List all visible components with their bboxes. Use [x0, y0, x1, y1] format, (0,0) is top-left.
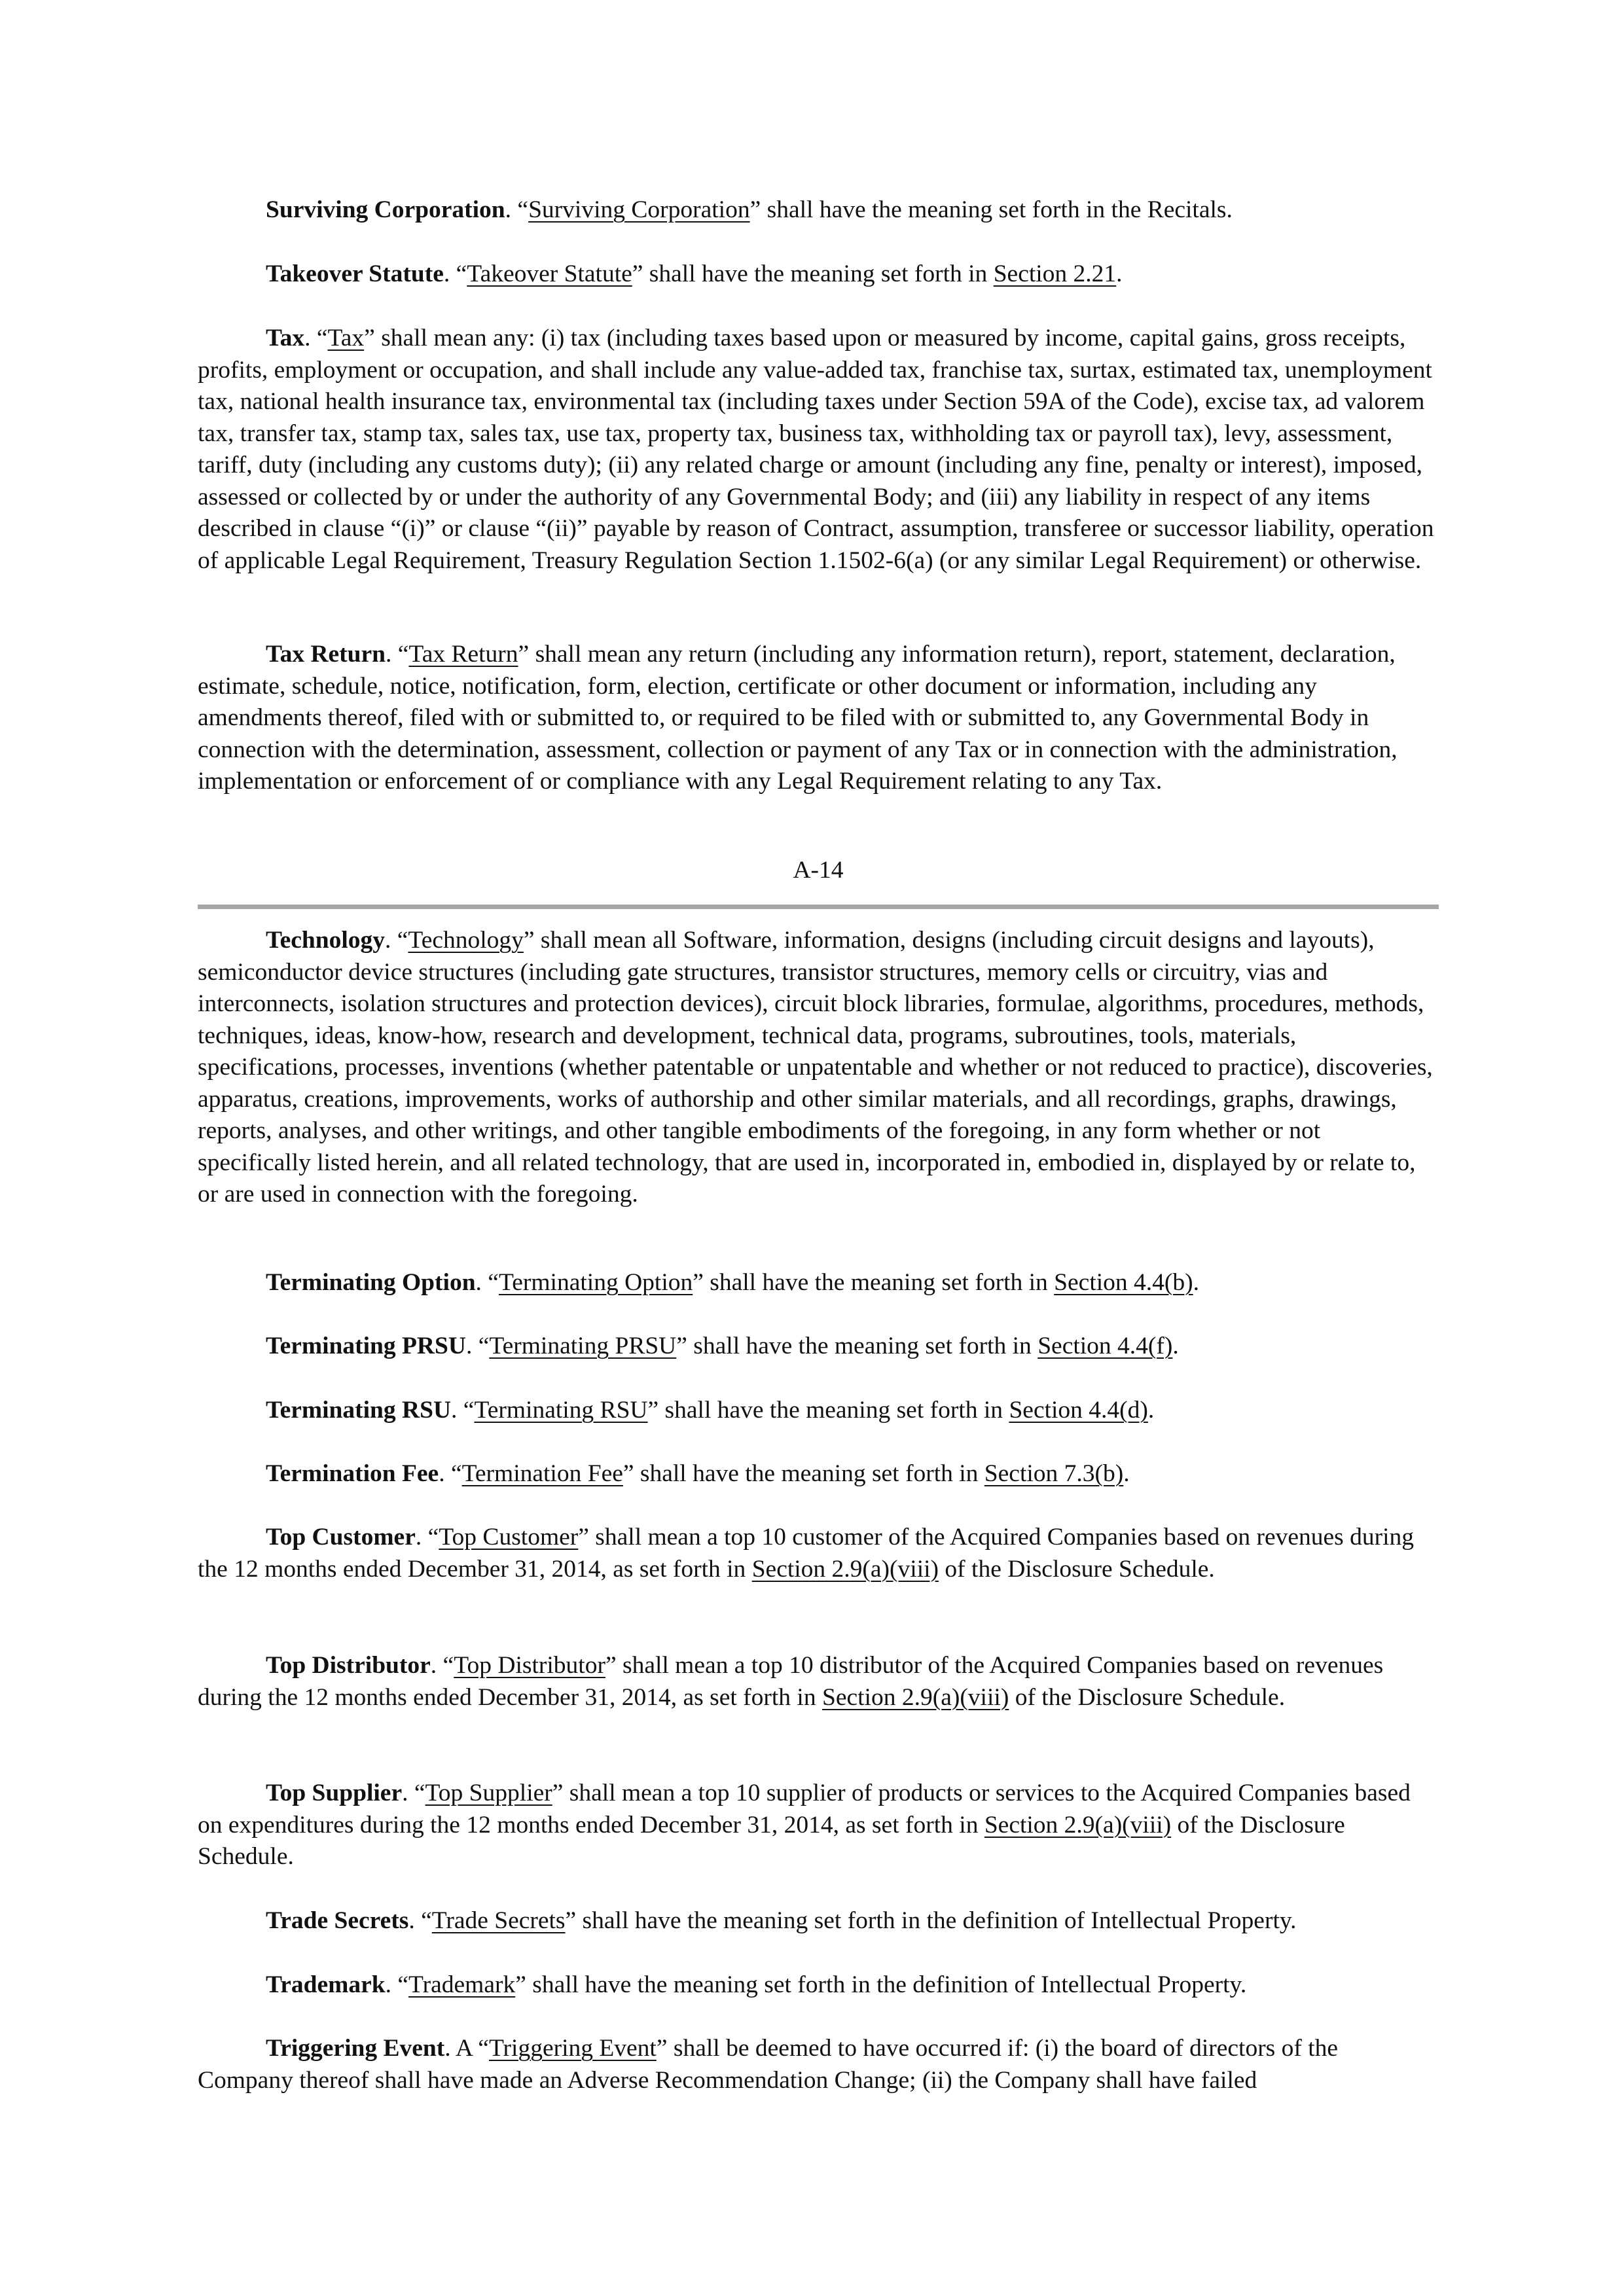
defined-term: Tax: [266, 325, 305, 351]
underlined-reference: Takeover Statute: [467, 260, 632, 287]
definition-text: ” shall have the meaning set forth in the Recitals.: [749, 196, 1233, 223]
definition-text: ” shall have the meaning set forth in the definition of Intellectual Property.: [565, 1907, 1297, 1934]
definition-terminating-rsu: [198, 1395, 1439, 1427]
definition-text: . “: [415, 1524, 439, 1551]
definition-text: . “: [385, 1971, 409, 1998]
underlined-reference: Section 2.9(a)(viii): [821, 1683, 1009, 1711]
definition-text: . “: [443, 260, 467, 287]
definition-text: . “: [386, 641, 409, 668]
definition-text: ” shall mean a top 10 distributor of the Acquired Companies based on revenues during the 12 months ended December 31, 2014, as set forth in: [198, 1652, 1384, 1711]
underlined-reference: Section 2.9(a)(viii): [984, 1811, 1172, 1839]
definition-text: . “: [304, 325, 328, 351]
definition-text: . “: [402, 1780, 425, 1806]
definition-text: ” shall have the meaning set forth in the definition of Intellectual Property.: [515, 1971, 1247, 1998]
definition-text: ” shall be deemed to have occurred if: (i) the board of directors of the Company thereof shall have made an Adverse Recommendation Change; (ii) the Company shall have failed: [198, 2035, 1339, 2094]
definition-text: . “: [439, 1460, 462, 1487]
definition-text: of the Disclosure Schedule.: [939, 1555, 1215, 1583]
definition-text: . “: [385, 927, 408, 954]
underlined-reference: Trade Secrets: [431, 1907, 566, 1934]
definition-top-supplier: [198, 1778, 1439, 1873]
defined-term: Top Customer: [266, 1524, 416, 1551]
definition-text: ” shall have the meaning set forth in: [676, 1333, 1038, 1359]
defined-term: Terminating PRSU: [266, 1333, 466, 1359]
underlined-reference: Section 4.4(b): [1054, 1269, 1193, 1296]
definition-terminating-option: [198, 1267, 1439, 1299]
definition-text: ” shall have the meaning set forth in: [647, 1397, 1009, 1424]
page-number: A-14: [793, 857, 844, 884]
definition-text: ” shall mean a top 10 supplier of products or services to the Acquired Companies based on expenditures during the 12 months ended December 31, 2014, as set forth in: [198, 1780, 1411, 1839]
definition-text: ” shall have the meaning set forth in: [623, 1460, 984, 1487]
definition-top-customer: [198, 1522, 1439, 1585]
definition-text: of the Disclosure Schedule.: [1009, 1683, 1286, 1711]
definition-text: .: [1123, 1460, 1130, 1487]
defined-term: Tax Return: [266, 641, 386, 668]
defined-term: Terminating Option: [266, 1269, 476, 1296]
definition-tax-return: [198, 639, 1439, 798]
definition-text: .: [1116, 260, 1123, 287]
defined-term: Surviving Corporation: [266, 196, 505, 223]
underlined-reference: Section 2.9(a)(viii): [751, 1555, 939, 1583]
defined-term: Trade Secrets: [266, 1907, 409, 1934]
definition-text: ” shall have the meaning set forth in: [693, 1269, 1055, 1296]
definition-text: . A “: [444, 2035, 489, 2062]
defined-term: Termination Fee: [266, 1460, 439, 1487]
underlined-reference: Section 2.21: [993, 260, 1117, 287]
defined-term: Takeover Statute: [266, 260, 444, 287]
definition-text: ” shall mean a top 10 customer of the Acquired Companies based on revenues during the 12 months ended December 31, 2014, as set forth in: [198, 1524, 1415, 1583]
definition-text: .: [1172, 1333, 1179, 1359]
underlined-reference: Surviving Corporation: [528, 196, 750, 223]
definition-terminating-prsu: [198, 1331, 1439, 1363]
underlined-reference: Termination Fee: [461, 1460, 623, 1487]
definition-text: . “: [465, 1333, 490, 1359]
underlined-reference: Section 4.4(d): [1009, 1397, 1148, 1424]
underlined-reference: Tax Return: [408, 641, 518, 668]
definition-text: . “: [451, 1397, 475, 1424]
underlined-reference: Section 7.3(b): [984, 1460, 1124, 1487]
definition-text: .: [1147, 1397, 1155, 1424]
definition-text: ” shall mean any: (i) tax (including taxes based upon or measured by income, capital gains, gross receipts, profits, employment or occupation, and shall include any value-added tax, franchise tax, surtax, estimated tax, unemployment tax, national health insurance tax, environmental tax (including taxes under Section 59A of the Code), excise tax, ad valorem tax, transfer tax, stamp tax, sales tax, use tax, property tax, business tax, withholding tax or payroll tax), levy, assessment, tariff, duty (including any customs duty); (ii) any related charge or amount (including any fine, penalty or interest), imposed, assessed or collected by or under the authority of any Governmental Body; and (iii) any liability in respect of any items described in clause “(i)” or clause “(ii)” payable by reason of Contract, assumption, transferee or successor liability, operation of applicable Legal Requirement, Treasury Regulation Section 1.1502-6(a) (or any similar Legal Requirement) or otherwise.: [198, 325, 1434, 574]
definition-surviving-corporation: [198, 194, 1439, 226]
definition-text: .: [1193, 1269, 1200, 1296]
underlined-reference: Top Supplier: [425, 1780, 552, 1806]
definition-text: . “: [475, 1269, 499, 1296]
definition-trademark: [198, 1969, 1439, 2001]
definition-takeover-statute: [198, 259, 1439, 291]
underlined-reference: Terminating RSU: [474, 1397, 648, 1424]
underlined-reference: Terminating PRSU: [489, 1333, 677, 1359]
definition-text: ” shall mean all Software, information, designs (including circuit designs and layouts), semiconductor device structures (including gate structures, transistor structures, memory cells or circuitry, vias and interconnects, isolation structures and protection devices), circuit block libraries, formulae, algorithms, procedures, methods, techniques, ideas, know-how, research and development, technical data, programs, subroutines, tools, materials, specifications, processes, inventions (whether patentable or unpatentable and whether or not reduced to practice), discoveries, apparatus, creations, improvements, works of authorship and other similar materials, and all recordings, graphs, drawings, reports, analyses, and other writings, and other tangible embodiments of the foregoing, in any form whether or not specifically listed herein, and all related technology, that are used in, incorporated in, embodied in, displayed by or relate to, or are used in connection with the foregoing.: [198, 927, 1433, 1208]
definition-technology: [198, 925, 1439, 1211]
defined-term: Top Distributor: [266, 1652, 431, 1679]
definition-trade-secrets: [198, 1905, 1439, 1937]
underlined-reference: Top Distributor: [454, 1652, 605, 1679]
definition-text: ” shall have the meaning set forth in: [632, 260, 994, 287]
defined-term: Terminating RSU: [266, 1397, 452, 1424]
defined-term: Top Supplier: [266, 1780, 403, 1806]
definition-text: . “: [430, 1652, 454, 1679]
defined-term: Trademark: [266, 1971, 386, 1998]
underlined-reference: Top Customer: [439, 1524, 579, 1551]
definition-text: ” shall mean any return (including any information return), report, statement, declaration, estimate, schedule, notice, notification, form, election, certificate or other document or information, including any amendments thereof, filed with or submitted to, or required to be filed with or submitted to, any Governmental Body in connection with the determination, assessment, collection or payment of any Tax or in connection with the administration, implementation or enforcement of or compliance with any Legal Requirement relating to any Tax.: [198, 641, 1398, 795]
definition-text: of the Disclosure Schedule.: [198, 1811, 1345, 1870]
underlined-reference: Terminating Option: [498, 1269, 693, 1296]
underlined-reference: Tax: [327, 325, 365, 351]
definition-text: . “: [505, 196, 529, 223]
definition-top-distributor: [198, 1650, 1439, 1713]
definition-termination-fee: [198, 1458, 1439, 1490]
definition-triggering-event: [198, 2033, 1439, 2096]
underlined-reference: Trademark: [408, 1971, 516, 1998]
underlined-reference: Section 4.4(f): [1038, 1333, 1173, 1359]
defined-term: Technology: [266, 927, 385, 954]
underlined-reference: Technology: [408, 927, 524, 954]
defined-term: Triggering Event: [266, 2035, 445, 2062]
underlined-reference: Triggering Event: [488, 2035, 657, 2062]
definition-tax: [198, 323, 1439, 577]
page-break-rule: [198, 905, 1439, 909]
definition-text: . “: [408, 1907, 432, 1934]
